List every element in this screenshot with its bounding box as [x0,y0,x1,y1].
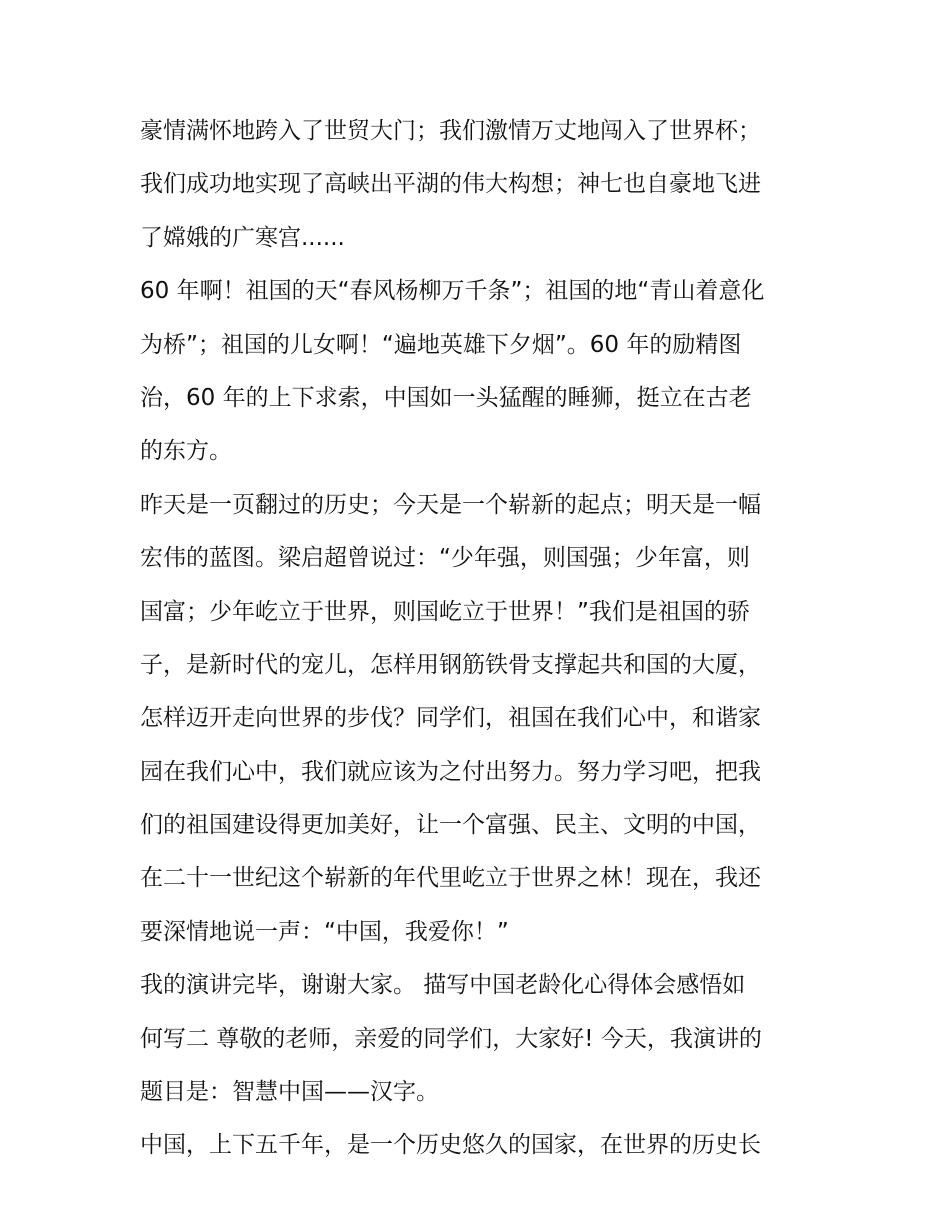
text-line: 昨天是一页翻过的历史；今天是一个崭新的起点；明天是一幅 [140,491,761,518]
text-line: 豪情满怀地跨入了世贸大门；我们激情万丈地闯入了世界杯； [140,118,761,144]
text-line: 在二十一世纪这个崭新的年代里屹立于世界之林！现在，我还 [140,865,761,892]
text-line: 何写二 尊敬的老师，亲爱的同学们，大家好! 今天，我演讲的 [140,1025,762,1052]
text-line: 的东方。 [140,438,232,465]
text-line: 治，60 年的上下求索，中国如一头猛醒的睡狮，挺立在古老 [140,384,752,411]
text-line: 60 年啊！祖国的天“春风杨柳万千条”；祖国的地“青山着意化 [140,278,765,305]
text-line: 园在我们心中，我们就应该为之付出努力。努力学习吧，把我 [140,758,761,785]
body-text [140,105,820,1173]
text-line: 我的演讲完毕，谢谢大家。 描写中国老龄化心得体会感悟如 [140,972,746,999]
text-line: 要深情地说一声：“中国，我爱你！” [140,918,509,945]
text-line: 宏伟的蓝图。梁启超曾说过：“少年强，则国强；少年富，则 [140,545,750,572]
text-line: 子，是新时代的宠儿，怎样用钢筋铁骨支撑起共和国的大厦， [140,651,761,678]
text-line: 们的祖国建设得更加美好，让一个富强、民主、文明的中国， [140,812,761,839]
text-line: 了嫦娥的广寒宫...... [140,224,345,251]
text-line: 中国，上下五千年，是一个历史悠久的国家，在世界的历史长 [140,1132,761,1159]
text-line: 题目是：智慧中国——汉字。 [140,1079,439,1106]
text-line: 我们成功地实现了高峡出平湖的伟大构想；神七也自豪地飞进 [140,171,761,198]
text-line: 为桥”；祖国的儿女啊！“遍地英雄下夕烟”。60 年的励精图 [140,331,742,358]
text-line: 国富；少年屹立于世界，则国屹立于世界！”我们是祖国的骄 [140,598,750,625]
text-line: 怎样迈开走向世界的步伐？同学们，祖国在我们心中，和谐家 [140,705,761,732]
